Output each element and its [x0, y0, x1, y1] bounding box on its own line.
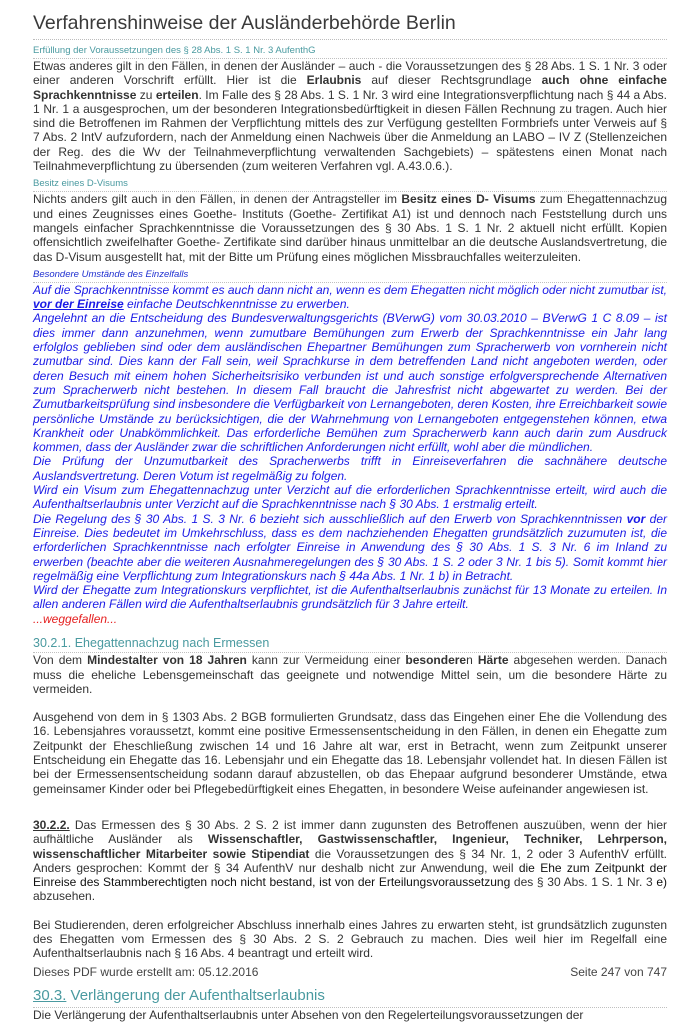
- einzelfall-paragraph-1: Auf die Sprachkenntnisse kommt es auch dann nicht an, wenn es dem Ehegatten nicht möglich oder nicht zumutbar ist, vor der Einreise einfache Deutschkenntnisse zu erwerben.: [33, 282, 667, 312]
- number-30-2-2: 30.2.2.: [33, 817, 70, 832]
- page-title: Verfahrenshinweise der Ausländerbehörde Berlin: [33, 0, 667, 40]
- removed-note: ...weggefallen...: [33, 611, 118, 626]
- paragraph-studierende: Bei Studierenden, deren erfolgreicher Abschluss innerhalb eines Jahres zu erwarten steht, ist grundsätzlich zugunsten des Ehegatten vom Ermessen des § 30 Abs. 2 S. 2 Gebrauch zu machen. Dies weil hier im Regelfall eine Aufenthaltserlaubnis nach § 16 Abs. 4 beantragt und erteilt wird.: [33, 917, 667, 961]
- einzelfall-paragraph-6: Wird der Ehegatte zum Integrationskurs verpflichtet, ist die Aufenthaltserlaubnis zunächst für 13 Monate zu erteilen. In allen anderen Fällen wird die Aufenthaltserlaubnis grundsätzlich für 3 Jahre erteilt.: [33, 583, 667, 612]
- section-heading-28: Erfüllung der Voraussetzungen des § 28 Abs. 1 S. 1 Nr. 3 AufenthG: [33, 45, 667, 59]
- page-footer: [33, 965, 667, 979]
- paragraph-30-3: Die Verlängerung der Aufenthaltserlaubnis unter Absehen von den Regelerteilungsvoraussetzungen der: [33, 1007, 584, 1022]
- paragraph-30-2-2: 30.2.2. Das Ermessen des § 30 Abs. 2 S. 2 ist immer dann zugunsten des Betroffenen auszuüben, wenn der hier aufhältliche Ausländer als Wissenschaftler, Gastwissenschaftler, Ingenieur, Techniker, Lehrperson, wissenschaftlicher Mitarbeiter sowie Stipendiat die Voraussetzungen des § 34 Nr. 1, 2 oder 3 AufenthV erfüllt. Anders gesprochen: Kommt der § 34 AufenthV nur deshalb nicht zur Anwendung, weil die Ehe zum Zeitpunkt der Einreise des Stammberechtigten noch nicht bestand, ist von der Erteilungsvoraussetzung des § 30 Abs. 1 S. 1 Nr. 3 e) abzusehen.: [33, 817, 667, 904]
- footer-page-number: Seite 247 von 747: [570, 965, 667, 979]
- einzelfall-paragraph-3: Die Prüfung der Unzumutbarkeit des Spracherwerbs trifft in Einreiseverfahren die sachnähere deutsche Auslandsvertretung. Deren Votum ist regelmäßig zu folgen.: [33, 454, 667, 483]
- paragraph-28: Etwas anderes gilt in den Fällen, in denen der Ausländer – auch - die Voraussetzungen des § 28 Abs. 1 S. 1 Nr. 3 oder einer anderen Vorschrift erfüllt. Hier ist die Erlaubnis auf dieser Rechtsgrundlage auch ohne einfache Sprachkenntnisse zu erteilen. Im Falle des § 28 Abs. 1 S. 1 Nr. 3 wird eine Integrationsverpflichtung nach § 44 a Abs. 1 Nr. 1 a ausgesprochen, um der besonderen Integrationsbedürftigkeit in diesen Fällen Rechnung zu tragen. Auch hier sind die Betroffenen im Rahmen der Verpflichtung mittels des zur Verfügung gestellten Formbriefs unter Verweis auf § 7 Abs. 2 IntV aufzufordern, nach der Anmeldung einen Nachweis über die Anmeldung an LABO – IV Z (Stellenzeichen der Reg. des die Wv der Teilnahmeverpflichtung verwaltenden Sachgebiets) – spätestens einen Monat nach Teilnahmeverpflichtung zu übersenden (zum weiteren Verfahren vgl. A.43.0.6.).: [33, 59, 667, 174]
- footer-created: Dieses PDF wurde erstellt am: 05.12.2016: [33, 965, 259, 979]
- einzelfall-paragraph-5: Die Regelung des § 30 Abs. 1 S. 3 Nr. 6 bezieht sich ausschließlich auf den Erwerb von Sprachkenntnissen vor der Einreise. Dies bedeutet im Umkehrschluss, dass es dem nachziehenden Ehegatten grundsätzlich zuzumuten ist, die erforderlichen Sprachkenntnisse nach erfolgter Einreise in Anwendung des § 30 Abs. 1 S. 3 Nr. 6 im Inland zu erwerben (beachte aber die weiteren Ausnahmeregelungen des § 30 Abs. 1 S. 2 oder 3 Nr. 1 bis 5). Somit kommt hier regelmäßig eine Verpflichtung zum Integrationskurs nach § 44a Abs. 1 Nr. 1 b) in Betracht.: [33, 511, 667, 583]
- einzelfall-paragraph-4: Wird ein Visum zum Ehegattennachzug unter Verzicht auf die erforderlichen Sprachkenntnisse erteilt, wird auch die Aufenthaltserlaubnis unter Verzicht auf die Sprachkenntnisse nach § 30 Abs. 1 erstmalig erteilt.: [33, 483, 667, 512]
- section-heading-einzelfall: Besondere Umstände des Einzelfalls: [33, 269, 667, 283]
- paragraph-d-visum: Nichts anders gilt auch in den Fällen, in denen der Antragsteller im Besitz eines D- Visums zum Ehegattennachzug und eines Zeugnisses eines Goethe- Instituts (Goethe- Zertifikat A1) ist und dennoch nach Feststellung durch uns mangels einfacher Sprachkenntnisse die Voraussetzungen des § 30 Abs. 1 S. 1 Nr. 2 aktuell nicht erfüllt. Kopien offensichtlich zweifelhafter Goethe- Zertifikate sind darüber hinaus unmittelbar an die deutsche Auslandsvertretung, die das D-Visum ausgestellt hat, mit der Bitte um Prüfung eines möglichen Missbrauchfalles weiterzuleiten.: [33, 192, 667, 264]
- einzelfall-paragraph-2: Angelehnt an die Entscheidung des Bundesverwaltungsgerichts (BVerwG) vom 30.03.2010 – BVerwG 1 C 8.09 – ist dies immer dann anzunehmen, wenn zumutbare Bemühungen zum Erwerb der Sprachkenntnisse ein Jahr lang erfolglos geblieben sind oder dem ausländischen Ehepartner Bemühungen zum Spracherwerb von vornherein nicht zumutbar sind. Dies kann der Fall sein, weil Sprachkurse in dem betreffenden Land nicht angeboten werden, oder deren Besuch mit einem hohen Sicherheitsrisiko verbunden ist und auch sonstige erfolgversprechende Alternativen zum Spracherwerb nicht bestehen. In diesem Fall braucht die Jahresfrist nicht abgewartet zu werden. Bei der Zumutbarkeitsprüfung sind insbesondere die Verfügbarkeit von Lernangeboten, deren Kosten, ihre Erreichbarkeit sowie persönliche Umstände zu berücksichtigen, die der Wahrnehmung von Lernangeboten entgegenstehen können, etwa Krankheit oder Unabkömmlichkeit. Das erforderliche Bemühen zum Spracherwerb kann auch darin zum Ausdruck kommen, dass der Ausländer zwar die schriftlichen Anforderungen nicht erfüllt, wohl aber die mündlichen.: [33, 311, 667, 455]
- paragraph-30-2-1-a: Von dem Mindestalter von 18 Jahren kann zur Vermeidung einer besonderen Härte abgesehen werden. Danach muss die eheliche Lebensgemeinschaft das geeignete und notwendige Mittel sein, um die besondere Härte zu vermeiden.: [33, 653, 668, 696]
- heading-30-3: 30.3. Verlängerung der Aufenthaltserlaubnis: [33, 987, 667, 1008]
- section-heading-d-visum: Besitz eines D-Visums: [33, 178, 667, 192]
- heading-30-2-1: 30.2.1. Ehegattennachzug nach Ermessen: [33, 636, 667, 653]
- einzelfall-block: [33, 283, 667, 612]
- paragraph-30-2-1-b: Ausgehend von dem in § 1303 Abs. 2 BGB formulierten Grundsatz, dass das Eingehen einer Ehe die Vollendung des 16. Lebensjahres voraussetzt, kommt eine positive Ermessensentscheidung in den Fällen, in denen ein Ehegatte zum Zeitpunkt der Eheschließung zwischen 14 und 16 Jahre alt war, erst in Betracht, wenn zum Zeitpunkt unserer Entscheidung ein Ehegatte das 16. Lebensjahr und ein Ehegatte das 18. Lebensjahr vollendet hat. In diesen Fällen ist bei der Ermessensentscheidung sodann darauf abzustellen, ob das Ehepaar aufgrund besonderer Umstände, etwa gemeinsamer Kinder oder bei Pflegebedürftigkeit eines Ehegatten, in besondere Weise aufeinander angewiesen ist.: [33, 710, 667, 796]
